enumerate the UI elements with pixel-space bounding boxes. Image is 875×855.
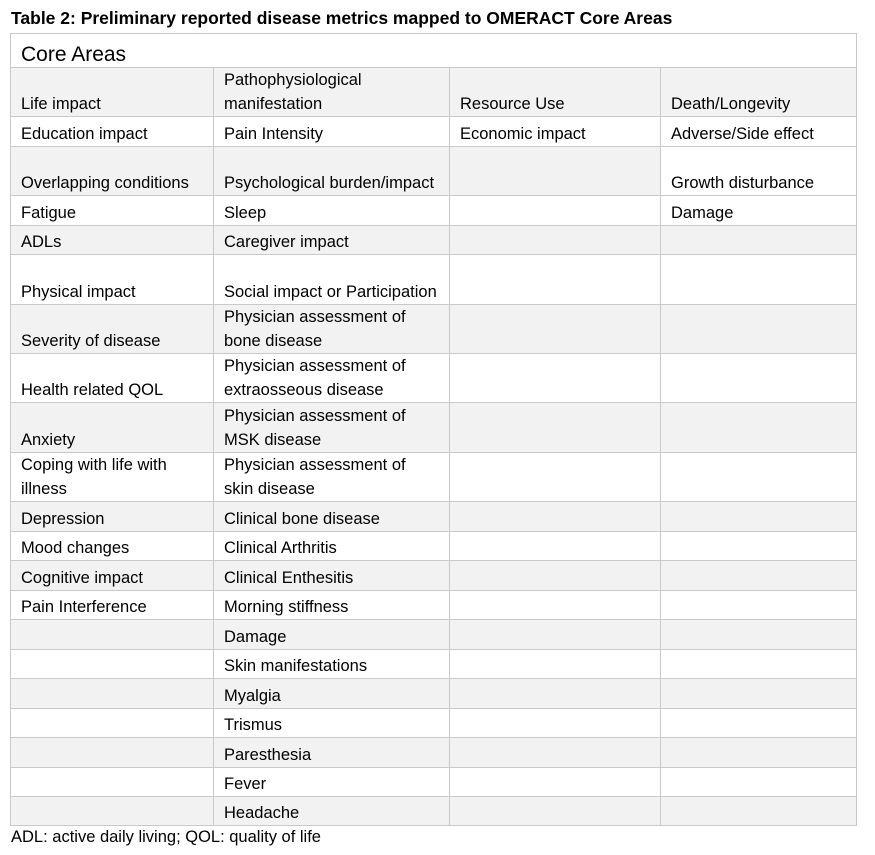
table-cell: Damage — [661, 196, 857, 226]
table-cell — [11, 709, 214, 738]
table-cell — [450, 453, 661, 502]
table-caption: Table 2: Preliminary reported disease metrics mapped to OMERACT Core Areas — [11, 8, 673, 28]
table-footnote: ADL: active daily living; QOL: quality of life — [11, 828, 321, 846]
table-cell — [661, 305, 857, 354]
table-cell: Mood changes — [11, 532, 214, 561]
table-cell: Physician assessment of bone disease — [214, 305, 450, 354]
table-cell — [661, 532, 857, 561]
table-cell — [661, 502, 857, 532]
table-cell: Trismus — [214, 709, 450, 738]
table-cell: Physical impact — [11, 255, 214, 305]
table-row — [11, 738, 857, 768]
table-cell — [661, 354, 857, 403]
table-cell — [450, 255, 661, 305]
table-cell — [661, 650, 857, 679]
table-cell: Clinical Arthritis — [214, 532, 450, 561]
table-cell: Physician assessment of MSK disease — [214, 403, 450, 453]
table-row — [11, 650, 857, 679]
table-cell — [11, 768, 214, 797]
table-cell: Education impact — [11, 117, 214, 147]
core-areas-table — [10, 33, 857, 826]
table-row — [11, 354, 857, 403]
table-cell: Pain Interference — [11, 591, 214, 620]
table-cell — [11, 797, 214, 826]
table-cell: Cognitive impact — [11, 561, 214, 591]
table-row — [11, 305, 857, 354]
table-cell: Growth disturbance — [661, 147, 857, 196]
table-cell: Clinical bone disease — [214, 502, 450, 532]
table-row — [11, 797, 857, 826]
table-cell: Severity of disease — [11, 305, 214, 354]
table-cell: Coping with life with illness — [11, 453, 214, 502]
table-cell: Clinical Enthesitis — [214, 561, 450, 591]
table-cell: Depression — [11, 502, 214, 532]
table-cell: Social impact or Participation — [214, 255, 450, 305]
table-cell — [450, 591, 661, 620]
table-cell: Caregiver impact — [214, 226, 450, 255]
table-cell: Damage — [214, 620, 450, 650]
table-cell — [661, 591, 857, 620]
column-header-life-impact: Life impact — [11, 68, 214, 117]
table-cell: Fatigue — [11, 196, 214, 226]
table-row — [11, 532, 857, 561]
table-cell — [450, 679, 661, 709]
table-cell — [450, 709, 661, 738]
table-cell — [450, 620, 661, 650]
table-row — [11, 147, 857, 196]
table-cell — [661, 403, 857, 453]
table-row — [11, 768, 857, 797]
table-cell — [661, 709, 857, 738]
table-cell: Economic impact — [450, 117, 661, 147]
table-cell — [450, 738, 661, 768]
table-cell — [661, 679, 857, 709]
table-cell — [450, 797, 661, 826]
table-cell: Headache — [214, 797, 450, 826]
table-row — [11, 255, 857, 305]
table-cell — [11, 679, 214, 709]
table-cell — [450, 532, 661, 561]
table-cell: ADLs — [11, 226, 214, 255]
table-cell — [450, 226, 661, 255]
table-cell — [661, 768, 857, 797]
column-header-death-longevity: Death/Longevity — [661, 68, 857, 117]
table-cell: Adverse/Side effect — [661, 117, 857, 147]
column-header-pathophysiological: Pathophysiological manifestation — [214, 68, 450, 117]
table-cell: Physician assessment of skin disease — [214, 453, 450, 502]
table-cell — [661, 453, 857, 502]
table-cell: Physician assessment of extraosseous disease — [214, 354, 450, 403]
column-header-resource-use: Resource Use — [450, 68, 661, 117]
table-cell — [661, 797, 857, 826]
table-cell: Pain Intensity — [214, 117, 450, 147]
table-cell: Paresthesia — [214, 738, 450, 768]
core-areas-header: Core Areas — [11, 34, 857, 68]
table-cell: Myalgia — [214, 679, 450, 709]
table-cell — [450, 305, 661, 354]
table-cell: Sleep — [214, 196, 450, 226]
table-cell — [450, 147, 661, 196]
table-cell — [450, 196, 661, 226]
table-row — [11, 561, 857, 591]
table-cell: Fever — [214, 768, 450, 797]
table-row — [11, 403, 857, 453]
table-cell — [450, 650, 661, 679]
table-cell — [450, 403, 661, 453]
table-cell — [11, 620, 214, 650]
table-cell — [450, 561, 661, 591]
table-cell — [661, 226, 857, 255]
table-row — [11, 679, 857, 709]
table-row — [11, 196, 857, 226]
table-row — [11, 226, 857, 255]
table-cell — [661, 738, 857, 768]
table-cell: Overlapping conditions — [11, 147, 214, 196]
table-cell — [11, 738, 214, 768]
table-row — [11, 502, 857, 532]
table-cell — [450, 354, 661, 403]
table-cell — [11, 650, 214, 679]
table-row — [11, 591, 857, 620]
table-cell — [450, 502, 661, 532]
table-cell: Anxiety — [11, 403, 214, 453]
table-cell — [450, 768, 661, 797]
table-cell: Skin manifestations — [214, 650, 450, 679]
table-cell: Health related QOL — [11, 354, 214, 403]
table-row — [11, 709, 857, 738]
table-cell — [661, 620, 857, 650]
table-cell: Morning stiffness — [214, 591, 450, 620]
table-cell: Psychological burden/impact — [214, 147, 450, 196]
table-cell — [661, 255, 857, 305]
table-row — [11, 117, 857, 147]
table-cell — [661, 561, 857, 591]
table-row — [11, 453, 857, 502]
table-row — [11, 620, 857, 650]
